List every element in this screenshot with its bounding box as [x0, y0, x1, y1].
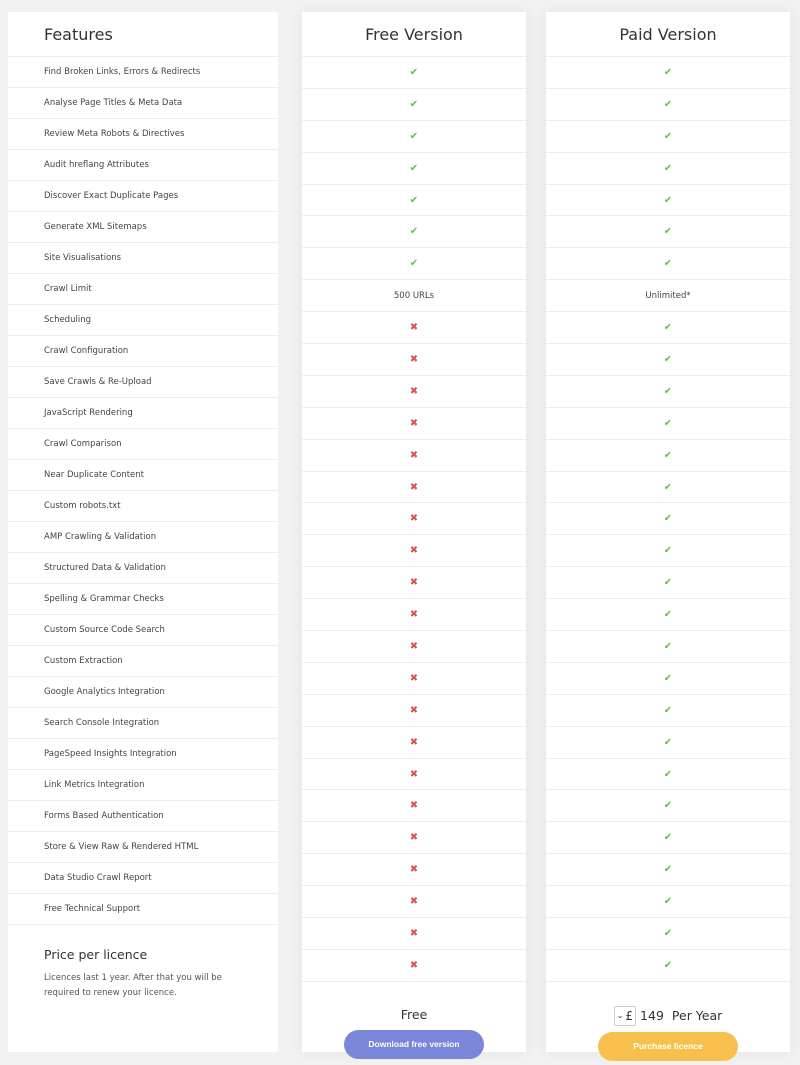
- check-icon: ✔: [663, 577, 673, 589]
- check-icon: ✔: [663, 417, 673, 429]
- value-cell: [302, 727, 526, 759]
- check-icon: ✔: [663, 513, 673, 525]
- value-cell: [546, 822, 790, 854]
- value-cell: [302, 312, 526, 344]
- check-icon: ✔: [663, 449, 673, 461]
- value-cell: [302, 248, 526, 280]
- value-cell: [302, 535, 526, 567]
- value-cell: [302, 854, 526, 886]
- price-period: Per Year: [671, 1008, 723, 1024]
- feature-label: Analyse Page Titles & Meta Data: [44, 98, 183, 108]
- price-info: [8, 925, 278, 1001]
- price-note: Licences last 1 year. After that you will be required to renew your licence.: [44, 973, 222, 998]
- free-version-header: Free Version: [302, 12, 526, 57]
- cross-icon: ✖: [409, 800, 419, 812]
- feature-row: [8, 646, 278, 677]
- cross-icon: ✖: [409, 832, 419, 844]
- cross-icon: ✖: [409, 385, 419, 397]
- check-icon: ✔: [663, 162, 673, 174]
- value-cell: [546, 57, 790, 89]
- value-cell: [302, 790, 526, 822]
- feature-row: [8, 553, 278, 584]
- feature-row: [8, 150, 278, 181]
- check-icon: ✔: [409, 130, 419, 142]
- value-cell: [302, 344, 526, 376]
- cross-icon: ✖: [409, 417, 419, 429]
- check-icon: ✔: [663, 194, 673, 206]
- value-cell: [302, 280, 526, 312]
- check-icon: ✔: [663, 226, 673, 238]
- check-icon: ✔: [663, 672, 673, 684]
- value-cell: [302, 121, 526, 153]
- free-price-label: Free: [400, 1006, 428, 1022]
- value-cell: [302, 599, 526, 631]
- free-version-column: [302, 12, 526, 1052]
- value-cell: [302, 567, 526, 599]
- value-cell: [546, 918, 790, 950]
- value-cell: [546, 599, 790, 631]
- feature-label: AMP Crawling & Validation: [44, 532, 157, 542]
- feature-label: Save Crawls & Re-Upload: [44, 377, 152, 387]
- check-icon: ✔: [663, 768, 673, 780]
- feature-row: [8, 88, 278, 119]
- feature-label: Structured Data & Validation: [44, 563, 166, 573]
- value-cell: [302, 440, 526, 472]
- check-icon: ✔: [663, 864, 673, 876]
- check-icon: ✔: [663, 800, 673, 812]
- feature-label: Find Broken Links, Errors & Redirects: [44, 67, 201, 77]
- feature-list: [8, 57, 278, 925]
- features-column: [8, 12, 278, 1052]
- check-icon: ✔: [409, 258, 419, 270]
- check-icon: ✔: [409, 66, 419, 78]
- feature-row: [8, 770, 278, 801]
- value-cell: [546, 886, 790, 918]
- feature-row: [8, 832, 278, 863]
- cross-icon: ✖: [409, 640, 419, 652]
- features-header: Features: [8, 12, 278, 57]
- feature-row: [8, 894, 278, 925]
- cross-icon: ✖: [409, 322, 419, 334]
- feature-label: Crawl Limit: [44, 284, 92, 294]
- value-cell: [302, 472, 526, 504]
- value-cell: [302, 695, 526, 727]
- value-cell: [546, 695, 790, 727]
- value-cell: [302, 663, 526, 695]
- feature-row: [8, 522, 278, 553]
- value-cell: [546, 376, 790, 408]
- value-cell: [546, 408, 790, 440]
- feature-row: [8, 739, 278, 770]
- feature-label: Search Console Integration: [44, 718, 160, 728]
- feature-label: Discover Exact Duplicate Pages: [44, 191, 179, 201]
- feature-row: [8, 119, 278, 150]
- feature-label: JavaScript Rendering: [44, 408, 133, 418]
- value-cell: [302, 57, 526, 89]
- paid-version-header: Paid Version: [546, 12, 790, 57]
- cross-icon: ✖: [409, 864, 419, 876]
- value-cell: [302, 376, 526, 408]
- value-cell: [546, 280, 790, 312]
- check-icon: ✔: [409, 98, 419, 110]
- value-cell: [546, 727, 790, 759]
- value-cell: [302, 89, 526, 121]
- check-icon: ✔: [663, 896, 673, 908]
- feature-label: Forms Based Authentication: [44, 811, 164, 821]
- feature-row: [8, 460, 278, 491]
- feature-row: [8, 305, 278, 336]
- value-cell: [546, 503, 790, 535]
- value-cell: [546, 248, 790, 280]
- cross-icon: ✖: [409, 959, 419, 971]
- feature-row: [8, 863, 278, 894]
- price-amount: 149: [640, 1008, 664, 1024]
- value-cell: [302, 503, 526, 535]
- check-icon: ✔: [409, 162, 419, 174]
- value-cell: [302, 822, 526, 854]
- value-cell: [546, 535, 790, 567]
- check-icon: ✔: [663, 66, 673, 78]
- value-cell: [546, 854, 790, 886]
- paid-price-line: [546, 1006, 790, 1026]
- paid-values-list: [546, 57, 790, 982]
- feature-row: [8, 181, 278, 212]
- check-icon: ✔: [663, 927, 673, 939]
- price-title: Price per licence: [44, 947, 148, 962]
- check-icon: ✔: [663, 704, 673, 716]
- feature-label: Custom Extraction: [44, 656, 123, 666]
- feature-row: [8, 336, 278, 367]
- check-icon: ✔: [663, 481, 673, 493]
- check-icon: ✔: [663, 736, 673, 748]
- purchase-licence-button[interactable]: Purchase licence: [598, 1032, 738, 1061]
- check-icon: ✔: [663, 609, 673, 621]
- download-free-version-button[interactable]: Download free version: [344, 1030, 484, 1059]
- free-values-list: [302, 57, 526, 982]
- feature-label: Data Studio Crawl Report: [44, 873, 152, 883]
- feature-label: Link Metrics Integration: [44, 780, 145, 790]
- cross-icon: ✖: [409, 545, 419, 557]
- feature-row: [8, 801, 278, 832]
- value-cell: [302, 886, 526, 918]
- check-icon: ✔: [663, 258, 673, 270]
- feature-label: Near Duplicate Content: [44, 470, 144, 480]
- feature-label: Audit hreflang Attributes: [44, 160, 149, 170]
- feature-row: [8, 212, 278, 243]
- feature-label: Google Analytics Integration: [44, 687, 165, 697]
- cross-icon: ✖: [409, 481, 419, 493]
- value-cell: [546, 790, 790, 822]
- feature-row: [8, 429, 278, 460]
- feature-row: [8, 243, 278, 274]
- check-icon: ✔: [663, 832, 673, 844]
- value-cell: [546, 440, 790, 472]
- feature-row: [8, 57, 278, 88]
- check-icon: ✔: [663, 385, 673, 397]
- value-cell: [546, 185, 790, 217]
- value-cell: [302, 408, 526, 440]
- feature-row: [8, 708, 278, 739]
- feature-label: Custom robots.txt: [44, 501, 121, 511]
- check-icon: ✔: [409, 226, 419, 238]
- value-cell: [302, 153, 526, 185]
- check-icon: ✔: [663, 130, 673, 142]
- value-cell: [302, 918, 526, 950]
- cross-icon: ✖: [409, 704, 419, 716]
- value-cell: [546, 759, 790, 791]
- feature-row: [8, 274, 278, 305]
- feature-row: [8, 584, 278, 615]
- currency-select[interactable]: [614, 1006, 636, 1026]
- cross-icon: ✖: [409, 736, 419, 748]
- value-cell: [546, 950, 790, 982]
- check-icon: ✔: [663, 959, 673, 971]
- feature-label: Site Visualisations: [44, 253, 122, 263]
- check-icon: ✔: [663, 322, 673, 334]
- cross-icon: ✖: [409, 672, 419, 684]
- value-cell: [302, 185, 526, 217]
- value-cell: [546, 312, 790, 344]
- value-cell: [546, 344, 790, 376]
- feature-label: Spelling & Grammar Checks: [44, 594, 164, 604]
- value-cell: [546, 631, 790, 663]
- cross-icon: ✖: [409, 577, 419, 589]
- feature-row: [8, 491, 278, 522]
- feature-label: Custom Source Code Search: [44, 625, 165, 635]
- cross-icon: ✖: [409, 927, 419, 939]
- value-cell: [302, 216, 526, 248]
- cross-icon: ✖: [409, 513, 419, 525]
- check-icon: ✔: [663, 640, 673, 652]
- value-cell: [302, 950, 526, 982]
- feature-row: [8, 398, 278, 429]
- feature-row: [8, 677, 278, 708]
- feature-label: PageSpeed Insights Integration: [44, 749, 177, 759]
- value-cell: [546, 216, 790, 248]
- check-icon: ✔: [663, 545, 673, 557]
- cross-icon: ✖: [409, 353, 419, 365]
- feature-label: Scheduling: [44, 315, 91, 325]
- feature-label: Crawl Configuration: [44, 346, 129, 356]
- feature-label: Crawl Comparison: [44, 439, 122, 449]
- value-cell: [546, 663, 790, 695]
- value-cell: [546, 153, 790, 185]
- feature-row: [8, 615, 278, 646]
- currency-symbol: £: [625, 1008, 634, 1023]
- value-cell: [546, 89, 790, 121]
- feature-label: Free Technical Support: [44, 904, 141, 914]
- value-cell: [302, 759, 526, 791]
- chevron-down-icon: ⌄: [616, 1011, 624, 1021]
- check-icon: ✔: [663, 353, 673, 365]
- paid-version-column: [546, 12, 790, 1052]
- cross-icon: ✖: [409, 449, 419, 461]
- cross-icon: ✖: [409, 768, 419, 780]
- check-icon: ✔: [663, 98, 673, 110]
- value-text: Unlimited*: [645, 290, 691, 301]
- value-text: 500 URLs: [393, 290, 435, 301]
- value-cell: [546, 121, 790, 153]
- feature-label: Store & View Raw & Rendered HTML: [44, 842, 199, 852]
- feature-label: Review Meta Robots & Directives: [44, 129, 185, 139]
- cross-icon: ✖: [409, 896, 419, 908]
- value-cell: [546, 472, 790, 504]
- check-icon: ✔: [409, 194, 419, 206]
- cross-icon: ✖: [409, 609, 419, 621]
- feature-label: Generate XML Sitemaps: [44, 222, 147, 232]
- feature-row: [8, 367, 278, 398]
- value-cell: [302, 631, 526, 663]
- value-cell: [546, 567, 790, 599]
